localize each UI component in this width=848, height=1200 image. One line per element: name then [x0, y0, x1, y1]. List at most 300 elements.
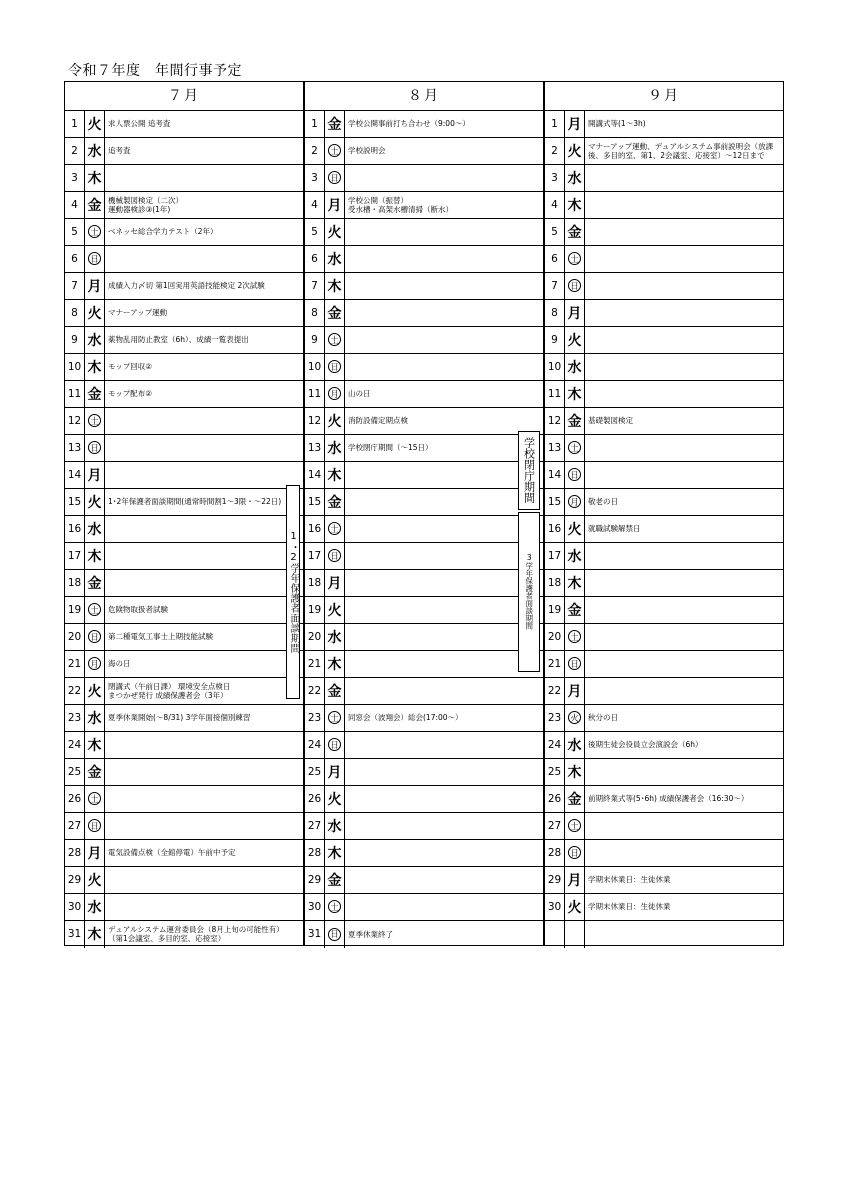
day-number: 14 — [65, 462, 85, 488]
day-row — [545, 435, 783, 462]
day-number: 22 — [305, 678, 325, 704]
day-number: 28 — [545, 840, 565, 866]
weekday: 水 — [85, 516, 105, 542]
day-row — [305, 921, 543, 948]
weekday: 火 — [85, 678, 105, 704]
day-number: 17 — [545, 543, 565, 569]
day-number: 16 — [65, 516, 85, 542]
event-text — [588, 273, 781, 299]
day-row — [545, 597, 783, 624]
day-row — [305, 111, 543, 138]
event-text — [588, 651, 781, 677]
day-row — [545, 921, 783, 948]
event-text — [108, 408, 301, 434]
event-line: 求人票公開 追考査 — [108, 119, 171, 128]
day-number: 10 — [545, 354, 565, 380]
weekday: 木 — [85, 732, 105, 758]
day-number: 21 — [65, 651, 85, 677]
day-row — [65, 165, 303, 192]
event-text — [348, 219, 541, 245]
event-text — [348, 705, 541, 731]
event-text — [348, 192, 541, 218]
weekday: 日 — [565, 840, 585, 866]
day-number: 10 — [65, 354, 85, 380]
event-text — [108, 165, 301, 191]
day-number: 2 — [65, 138, 85, 164]
weekday: 水 — [85, 138, 105, 164]
event-line: 山の日 — [348, 389, 371, 398]
weekday: 月 — [565, 111, 585, 137]
event-text — [588, 111, 781, 137]
day-number: 18 — [65, 570, 85, 596]
weekday: 土 — [325, 327, 345, 353]
event-text — [348, 732, 541, 758]
day-row — [545, 678, 783, 705]
day-row — [305, 327, 543, 354]
event-line: 危険物取扱者試験 — [108, 605, 168, 614]
day-row — [305, 489, 543, 516]
day-number: 15 — [545, 489, 565, 515]
day-row — [305, 165, 543, 192]
event-line: 学期末休業日：生徒休業 — [588, 902, 671, 911]
day-row — [545, 111, 783, 138]
event-line: デュアルシステム運営委員会（8月上旬の可能性有） — [108, 925, 284, 934]
day-number: 30 — [545, 894, 565, 920]
weekday: 火 — [565, 138, 585, 164]
day-row — [305, 246, 543, 273]
event-text — [348, 813, 541, 839]
event-text — [348, 327, 541, 353]
day-number: 4 — [305, 192, 325, 218]
day-row — [545, 354, 783, 381]
weekday: 月 — [325, 570, 345, 596]
event-text — [348, 759, 541, 785]
event-text — [588, 192, 781, 218]
day-row — [545, 840, 783, 867]
event-text — [588, 435, 781, 461]
day-row — [545, 543, 783, 570]
day-number: 6 — [545, 246, 565, 272]
day-number: 27 — [65, 813, 85, 839]
weekday: 木 — [565, 381, 585, 407]
day-number: 28 — [65, 840, 85, 866]
weekday: 水 — [325, 246, 345, 272]
day-row — [545, 381, 783, 408]
weekday: 水 — [565, 732, 585, 758]
weekday: 火 — [85, 867, 105, 893]
day-number: 24 — [65, 732, 85, 758]
event-text — [588, 165, 781, 191]
event-text — [588, 570, 781, 596]
day-row — [65, 570, 303, 597]
weekday: 金 — [565, 219, 585, 245]
day-row — [65, 597, 303, 624]
event-line: 1･2年保護者面談期間(通常時間割1～3限・～22日) — [108, 497, 282, 506]
event-text — [348, 111, 541, 137]
event-text — [588, 921, 781, 948]
weekday: 木 — [565, 570, 585, 596]
day-number: 1 — [305, 111, 325, 137]
day-number: 26 — [545, 786, 565, 812]
period-label: 3学年保護者面談期間 — [518, 512, 540, 672]
event-text — [588, 543, 781, 569]
event-line: 受水槽・高架水槽清掃（断水） — [348, 204, 453, 214]
day-row — [545, 165, 783, 192]
period-label: 1･2学年保護者面談期間 — [286, 485, 300, 699]
day-number: 15 — [305, 489, 325, 515]
weekday: 火 — [565, 894, 585, 920]
weekday: 日 — [85, 813, 105, 839]
event-text — [108, 516, 301, 542]
event-line: 後、多目的室、第1、2会議室、応接室）～12日まで — [588, 150, 765, 160]
weekday: 木 — [565, 759, 585, 785]
event-text — [108, 192, 301, 218]
day-row — [65, 192, 303, 219]
weekday: 火 — [565, 705, 585, 731]
day-number: 17 — [65, 543, 85, 569]
day-row — [305, 300, 543, 327]
weekday: 水 — [565, 354, 585, 380]
event-line: 閉講式（午前日課） 環境安全点検日 — [108, 681, 231, 691]
day-row — [305, 219, 543, 246]
day-row — [65, 894, 303, 921]
day-number: 13 — [545, 435, 565, 461]
weekday: 月 — [325, 381, 345, 407]
event-line: マナーアップ運動、デュアルシステム事前説明会（放課 — [588, 141, 774, 151]
day-number: 27 — [545, 813, 565, 839]
event-text — [108, 138, 301, 164]
day-number: 23 — [305, 705, 325, 731]
day-row — [545, 516, 783, 543]
weekday: 土 — [565, 624, 585, 650]
event-text — [108, 840, 301, 866]
event-text — [348, 921, 541, 948]
day-number: 15 — [65, 489, 85, 515]
day-number: 2 — [305, 138, 325, 164]
weekday: 金 — [325, 111, 345, 137]
day-number: 7 — [545, 273, 565, 299]
event-line: 電気設備点検（全館停電）午前中予定 — [108, 848, 236, 857]
weekday: 日 — [85, 246, 105, 272]
event-text — [588, 867, 781, 893]
weekday: 土 — [325, 516, 345, 542]
weekday: 金 — [565, 786, 585, 812]
event-text — [108, 435, 301, 461]
event-text — [588, 705, 781, 731]
day-number: 18 — [305, 570, 325, 596]
day-number: 19 — [305, 597, 325, 623]
weekday: 木 — [85, 354, 105, 380]
weekday: 火 — [325, 408, 345, 434]
event-text — [588, 246, 781, 272]
day-number: 31 — [65, 921, 85, 948]
day-number: 26 — [65, 786, 85, 812]
event-text — [108, 219, 301, 245]
event-text — [108, 678, 301, 704]
event-line: （第1会議室、多目的室、応接室） — [108, 934, 226, 943]
weekday: 月 — [85, 840, 105, 866]
event-text — [348, 867, 541, 893]
weekday: 木 — [85, 543, 105, 569]
day-number: 13 — [305, 435, 325, 461]
weekday: 日 — [85, 624, 105, 650]
weekday: 日 — [325, 732, 345, 758]
day-row — [305, 516, 543, 543]
weekday: 土 — [565, 246, 585, 272]
weekday: 日 — [325, 543, 345, 569]
event-text — [348, 786, 541, 812]
event-text — [588, 327, 781, 353]
weekday: 日 — [325, 921, 345, 948]
weekday: 月 — [85, 462, 105, 488]
day-number: 9 — [65, 327, 85, 353]
day-row — [305, 570, 543, 597]
day-row — [305, 543, 543, 570]
weekday — [565, 921, 585, 948]
event-text — [348, 138, 541, 164]
month-table — [64, 81, 304, 946]
day-row — [65, 543, 303, 570]
day-row — [65, 111, 303, 138]
day-number: 17 — [305, 543, 325, 569]
day-row — [545, 705, 783, 732]
event-text — [348, 624, 541, 650]
weekday: 金 — [325, 300, 345, 326]
day-number: 25 — [305, 759, 325, 785]
weekday: 水 — [325, 624, 345, 650]
event-text — [108, 462, 301, 488]
day-row — [545, 894, 783, 921]
day-row — [65, 489, 303, 516]
weekday: 木 — [85, 165, 105, 191]
event-text — [348, 435, 541, 461]
weekday: 火 — [325, 786, 345, 812]
day-row — [65, 354, 303, 381]
event-line: 学校説明会 — [348, 146, 386, 155]
day-number: 16 — [305, 516, 325, 542]
event-text — [588, 462, 781, 488]
event-line: 運動器検診③(1年) — [108, 204, 171, 214]
event-text — [588, 381, 781, 407]
day-row — [305, 786, 543, 813]
event-text — [588, 759, 781, 785]
day-row — [545, 759, 783, 786]
weekday: 日 — [325, 165, 345, 191]
event-text — [348, 840, 541, 866]
event-text — [588, 624, 781, 650]
weekday: 火 — [85, 300, 105, 326]
event-text — [348, 894, 541, 920]
day-row — [65, 651, 303, 678]
day-row — [305, 381, 543, 408]
day-row — [65, 705, 303, 732]
event-line: 就職試験解禁日 — [588, 524, 641, 533]
day-row — [65, 813, 303, 840]
event-text — [108, 921, 301, 948]
event-text — [588, 408, 781, 434]
event-text — [108, 867, 301, 893]
event-text — [108, 570, 301, 596]
weekday: 金 — [325, 678, 345, 704]
event-line: 敬老の日 — [588, 497, 618, 506]
event-line: 海の日 — [108, 659, 131, 668]
event-text — [348, 300, 541, 326]
day-number: 31 — [305, 921, 325, 948]
weekday: 木 — [325, 840, 345, 866]
event-text — [108, 597, 301, 623]
event-text — [108, 327, 301, 353]
weekday: 木 — [325, 462, 345, 488]
day-number: 11 — [545, 381, 565, 407]
event-text — [348, 246, 541, 272]
event-text — [348, 678, 541, 704]
day-number: 19 — [545, 597, 565, 623]
weekday: 金 — [85, 759, 105, 785]
day-row — [65, 327, 303, 354]
event-text — [108, 489, 301, 515]
event-line: 基礎製図検定 — [588, 416, 633, 425]
day-row — [305, 867, 543, 894]
weekday: 土 — [565, 813, 585, 839]
event-line: 消防設備定期点検 — [348, 416, 408, 425]
event-text — [588, 678, 781, 704]
day-row — [65, 462, 303, 489]
weekday: 火 — [85, 489, 105, 515]
day-row — [65, 840, 303, 867]
weekday: 金 — [325, 867, 345, 893]
weekday: 土 — [85, 597, 105, 623]
day-row — [65, 219, 303, 246]
day-number: 27 — [305, 813, 325, 839]
day-number: 23 — [545, 705, 565, 731]
weekday: 日 — [565, 462, 585, 488]
day-row — [305, 138, 543, 165]
weekday: 月 — [325, 192, 345, 218]
weekday: 水 — [325, 435, 345, 461]
day-number: 14 — [545, 462, 565, 488]
event-text — [108, 354, 301, 380]
day-number: 26 — [305, 786, 325, 812]
day-row — [305, 894, 543, 921]
event-text — [108, 624, 301, 650]
event-text — [108, 543, 301, 569]
event-text — [348, 597, 541, 623]
weekday: 月 — [85, 273, 105, 299]
day-number: 18 — [545, 570, 565, 596]
event-line: 夏季休業開始(～8/31) 3学年面接個別練習 — [108, 713, 251, 722]
day-number: 19 — [65, 597, 85, 623]
day-number: 12 — [305, 408, 325, 434]
day-number: 21 — [545, 651, 565, 677]
day-row — [545, 570, 783, 597]
day-number: 3 — [545, 165, 565, 191]
event-line: 成績入力〆切 第1回実用英語技能検定 2次試験 — [108, 281, 265, 290]
day-row — [305, 408, 543, 435]
event-line: 学期末休業日：生徒休業 — [588, 875, 671, 884]
day-number: 20 — [65, 624, 85, 650]
event-line: 夏季休業終了 — [348, 929, 393, 939]
weekday: 日 — [565, 651, 585, 677]
weekday: 水 — [85, 894, 105, 920]
event-text — [588, 219, 781, 245]
weekday: 火 — [565, 327, 585, 353]
event-text — [108, 246, 301, 272]
event-text — [108, 786, 301, 812]
day-row — [545, 786, 783, 813]
event-text — [348, 489, 541, 515]
day-number: 10 — [305, 354, 325, 380]
day-row — [545, 624, 783, 651]
event-text — [348, 543, 541, 569]
event-line: 第二種電気工事士上期技能試験 — [108, 632, 213, 641]
period-label: 学校閉庁期間 — [518, 431, 540, 510]
day-number: 21 — [305, 651, 325, 677]
weekday: 日 — [325, 354, 345, 380]
day-row — [305, 732, 543, 759]
event-line: まつかぜ発行 成績保護者会（3年） — [108, 690, 228, 700]
day-number: 5 — [545, 219, 565, 245]
event-text — [108, 759, 301, 785]
event-text — [348, 651, 541, 677]
day-row — [305, 192, 543, 219]
event-line: 前期終業式等(5･6h) 成績保護者会（16:30～） — [588, 794, 749, 803]
day-number: 4 — [65, 192, 85, 218]
day-number: 29 — [545, 867, 565, 893]
day-number: 6 — [305, 246, 325, 272]
event-text — [108, 894, 301, 920]
event-text — [588, 732, 781, 758]
event-text — [348, 381, 541, 407]
day-row — [65, 786, 303, 813]
day-number: 5 — [305, 219, 325, 245]
event-text — [348, 273, 541, 299]
event-line: 秋分の日 — [588, 713, 618, 722]
day-number: 11 — [305, 381, 325, 407]
weekday: 月 — [325, 759, 345, 785]
day-number: 9 — [305, 327, 325, 353]
day-number: 28 — [305, 840, 325, 866]
day-row — [305, 435, 543, 462]
day-row — [65, 624, 303, 651]
day-row — [65, 408, 303, 435]
day-number: 2 — [545, 138, 565, 164]
weekday: 土 — [85, 786, 105, 812]
day-row — [545, 300, 783, 327]
day-number: 5 — [65, 219, 85, 245]
month-table — [304, 81, 544, 946]
event-text — [588, 300, 781, 326]
day-number: 7 — [305, 273, 325, 299]
day-number: 25 — [545, 759, 565, 785]
day-number: 8 — [545, 300, 565, 326]
event-text — [348, 516, 541, 542]
day-row — [545, 246, 783, 273]
weekday: 日 — [85, 435, 105, 461]
event-line: ベネッセ総合学力テスト（2年） — [108, 227, 218, 236]
event-text — [588, 786, 781, 812]
month-header: ８月 — [305, 82, 543, 111]
day-number: 13 — [65, 435, 85, 461]
day-row — [305, 624, 543, 651]
event-text — [108, 813, 301, 839]
weekday: 金 — [325, 489, 345, 515]
event-text — [108, 705, 301, 731]
day-row — [305, 678, 543, 705]
day-number: 11 — [65, 381, 85, 407]
event-text — [588, 354, 781, 380]
weekday: 水 — [565, 543, 585, 569]
day-row — [545, 813, 783, 840]
